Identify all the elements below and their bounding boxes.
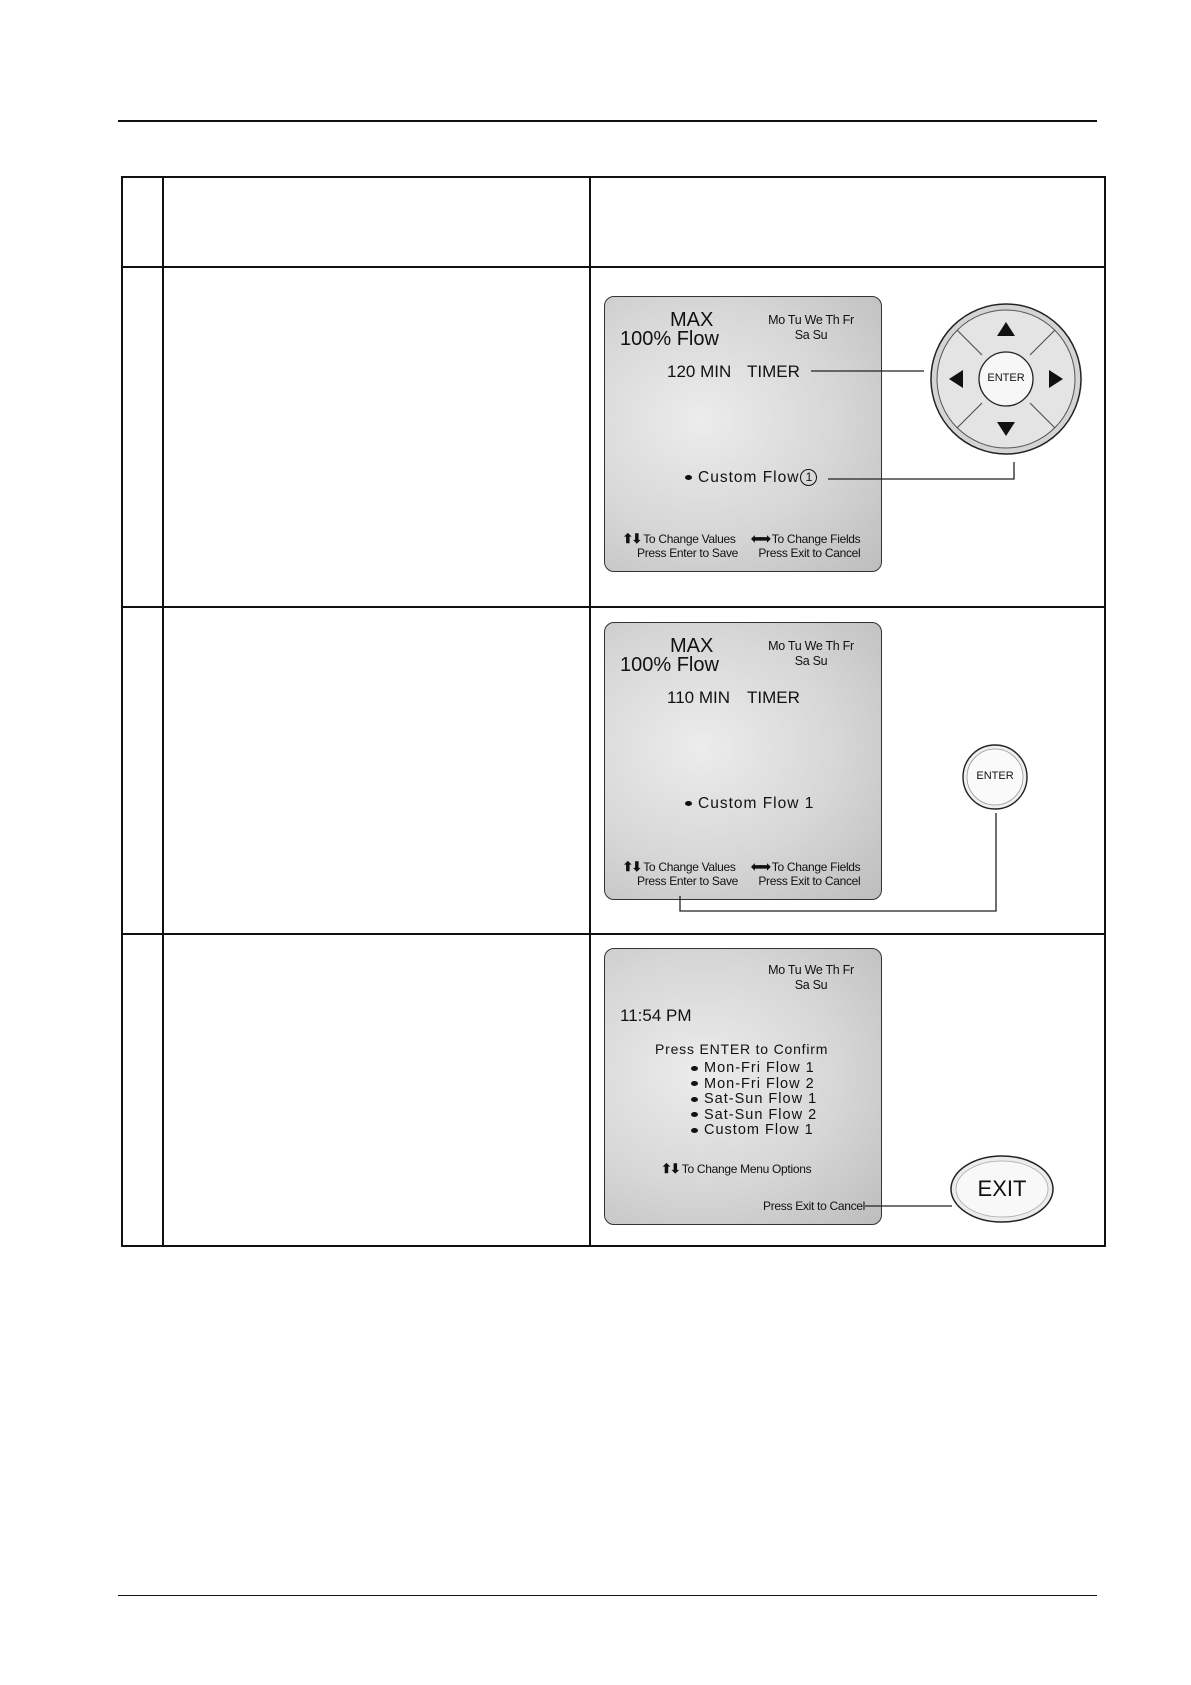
flow-label: Custom Flow 1 (698, 795, 815, 812)
days-weekend: Sa Su (794, 328, 828, 342)
days-weekdays: Mo Tu We Th Fr (768, 313, 854, 327)
up-down-arrows-icon: ⬆⬇ (661, 1161, 679, 1176)
flow-percent-label: 100% Flow (620, 328, 719, 350)
option-label: Mon-Fri Flow 2 (704, 1075, 815, 1092)
option-label: Custom Flow 1 (704, 1122, 814, 1138)
days-weekdays: Mo Tu We Th Fr (768, 639, 854, 653)
hint-change-fields: To Change Fields (771, 532, 861, 546)
enter-button-label: ENTER (976, 770, 1014, 782)
days-weekdays: Mo Tu We Th Fr (768, 963, 854, 977)
hint-exit-cancel: Press Exit to Cancel (758, 546, 861, 560)
keypad-enter-label: ENTER (987, 372, 1025, 384)
left-right-arrows-icon: ⬅➡ (751, 531, 769, 546)
flow-number-circled: 1 (800, 469, 817, 486)
hint-change-values: To Change Values (643, 860, 736, 874)
exit-button-label: EXIT (977, 1176, 1027, 1201)
confirm-prompt: Press ENTER to Confirm (655, 1041, 829, 1057)
callout-line-enter (680, 813, 996, 911)
mode-label: MAX (670, 635, 714, 657)
timer-value: 110 MIN (667, 688, 730, 707)
days-weekend: Sa Su (794, 654, 828, 668)
hint-change-values: To Change Values (643, 532, 736, 546)
option-label: Mon-Fri Flow 1 (704, 1060, 815, 1076)
option-label: Sat-Sun Flow 1 (704, 1091, 818, 1107)
timer-label: TIMER (747, 688, 800, 707)
up-down-arrows-icon: ⬆⬇ (622, 859, 641, 874)
hint-exit-cancel: Press Exit to Cancel (758, 874, 861, 888)
flow-label: Custom Flow (698, 469, 800, 486)
callout-line-flow (828, 462, 1014, 479)
clock-time: 11:54 PM (620, 1006, 692, 1025)
footer-rule (118, 1595, 1097, 1596)
flow-percent-label: 100% Flow (620, 654, 719, 676)
hint-change-fields: To Change Fields (771, 860, 861, 874)
left-right-arrows-icon: ⬅➡ (751, 859, 769, 874)
hint-cancel: Press Exit to Cancel (763, 1199, 866, 1213)
timer-label: TIMER (747, 362, 800, 381)
days-weekend: Sa Su (794, 978, 828, 992)
mode-label: MAX (670, 309, 714, 331)
hint-enter-save: Press Enter to Save (637, 874, 739, 888)
option-label: Sat-Sun Flow 2 (704, 1106, 818, 1123)
up-down-arrows-icon: ⬆⬇ (622, 531, 641, 546)
hint-change-menu-options: To Change Menu Options (681, 1162, 812, 1176)
hint-enter-save: Press Enter to Save (637, 546, 739, 560)
timer-value: 120 MIN (667, 362, 732, 381)
